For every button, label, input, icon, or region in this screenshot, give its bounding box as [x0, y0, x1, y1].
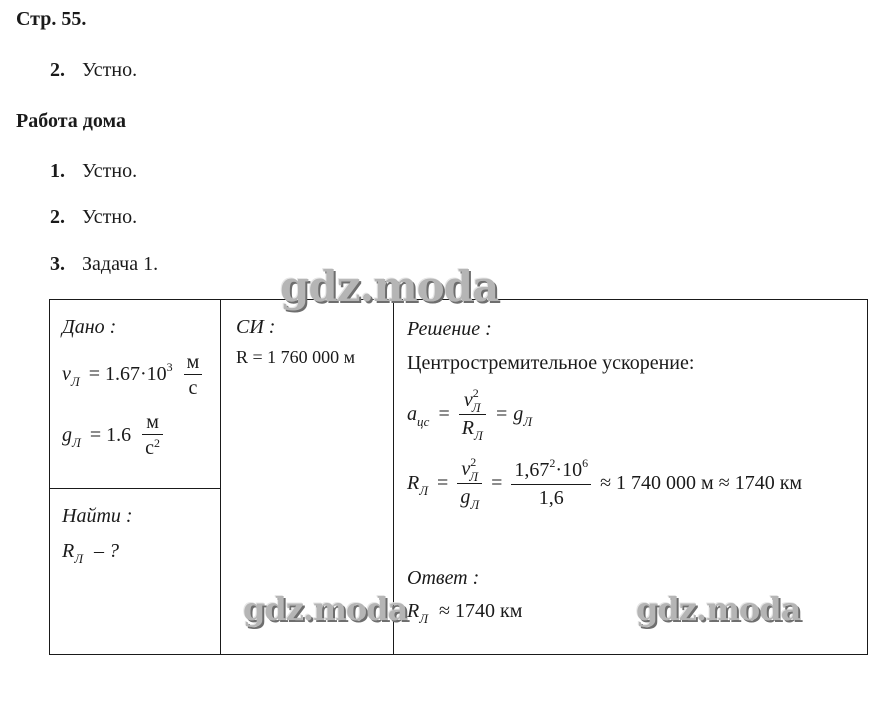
exponent: 2 [153, 436, 160, 450]
velocity-value: = 1.67·10 [88, 363, 167, 386]
watermark: gdz.moda [636, 590, 801, 628]
table-border-left [49, 299, 50, 655]
exponent: 2 [470, 455, 477, 469]
si-label: СИ : [236, 316, 276, 338]
equation-acceleration [407, 388, 532, 443]
exponent: 2 [549, 456, 556, 470]
solution-text: Центростремительное ускорение: [407, 352, 695, 374]
var-sub: цс [417, 414, 430, 430]
si-value: R = 1 760 000 м [236, 347, 356, 367]
list-item-number: 3. [50, 253, 65, 275]
page-label: Стр. 55. [16, 8, 87, 30]
exponent: 3 [166, 360, 173, 375]
table-border-right [867, 299, 868, 655]
var-v: v [461, 458, 471, 480]
exponent: 6 [582, 456, 589, 470]
unit-numerator: м [142, 410, 163, 435]
var-sub: Л [419, 611, 429, 626]
given-label: Дано : [62, 316, 117, 338]
denominator: 1,6 [538, 487, 564, 509]
answer-number: ≈ 1740 км [439, 600, 523, 622]
var-sub: Л [470, 497, 480, 512]
unit-denominator [142, 435, 163, 463]
table-border-bottom [49, 654, 868, 655]
unit-den-text: с [145, 437, 154, 459]
equals-sign: = [438, 403, 450, 426]
fraction [459, 388, 486, 443]
fraction [457, 457, 482, 512]
list-item-text: Устно. [82, 59, 138, 81]
var-r: R [461, 417, 474, 439]
var-r: R [407, 472, 420, 495]
list-item [50, 59, 137, 82]
equation-radius [407, 457, 802, 512]
answer-value [407, 600, 523, 626]
var-sub: Л [419, 483, 429, 499]
list-item [50, 160, 137, 183]
gravity-unit [142, 410, 163, 463]
var-sub: Л [70, 374, 80, 390]
unit-numerator: м [184, 350, 203, 375]
gravity-value: = 1.6 [89, 424, 132, 447]
exponent: 2 [472, 386, 479, 400]
equals-sign: = [491, 472, 503, 495]
var-g: g [62, 424, 72, 447]
velocity-unit [184, 350, 203, 401]
unit-denominator: с [188, 377, 198, 399]
var-v: v [62, 363, 71, 386]
num-base: 1,67 [514, 459, 550, 481]
list-item [50, 206, 137, 229]
result: ≈ 1 740 000 м ≈ 1740 км [600, 472, 803, 495]
table-divider [220, 299, 221, 655]
list-item-text: Задача 1. [82, 253, 159, 275]
solution-label: Решение : [407, 318, 492, 340]
given-velocity [62, 350, 202, 401]
list-item-number: 1. [50, 160, 65, 182]
var-a: a [407, 403, 417, 426]
section-title: Работа дома [16, 110, 126, 132]
equals-sign: = [437, 472, 449, 495]
numerator [459, 388, 486, 415]
fraction-numeric [511, 458, 591, 511]
var-sub: Л [473, 428, 483, 443]
var-v: v [463, 389, 473, 411]
find-target [62, 540, 120, 566]
var-sub: Л [469, 469, 479, 484]
list-item [50, 253, 158, 276]
var-sub: Л [523, 414, 533, 430]
var-r: R [407, 600, 420, 622]
find-label: Найти : [62, 505, 133, 527]
denominator [457, 484, 482, 512]
var-sub: Л [74, 551, 84, 566]
list-item-text: Устно. [82, 160, 138, 182]
num-mid: ·10 [555, 459, 583, 481]
var-r: R [62, 540, 75, 562]
answer-label: Ответ : [407, 567, 480, 589]
var-sub: Л [471, 400, 481, 415]
list-item-number: 2. [50, 206, 65, 228]
watermark: gdz.moda [280, 262, 499, 311]
numerator [511, 458, 591, 485]
rhs: = g [494, 403, 524, 426]
var-g: g [460, 486, 471, 508]
numerator [457, 457, 482, 484]
var-sub: Л [72, 435, 81, 451]
watermark: gdz.moda [243, 590, 408, 628]
list-item-number: 2. [50, 59, 65, 81]
list-item-text: Устно. [82, 206, 138, 228]
find-rest: – ? [94, 540, 120, 562]
denominator [459, 415, 486, 443]
table-divider [49, 488, 221, 489]
given-gravity [62, 410, 163, 463]
